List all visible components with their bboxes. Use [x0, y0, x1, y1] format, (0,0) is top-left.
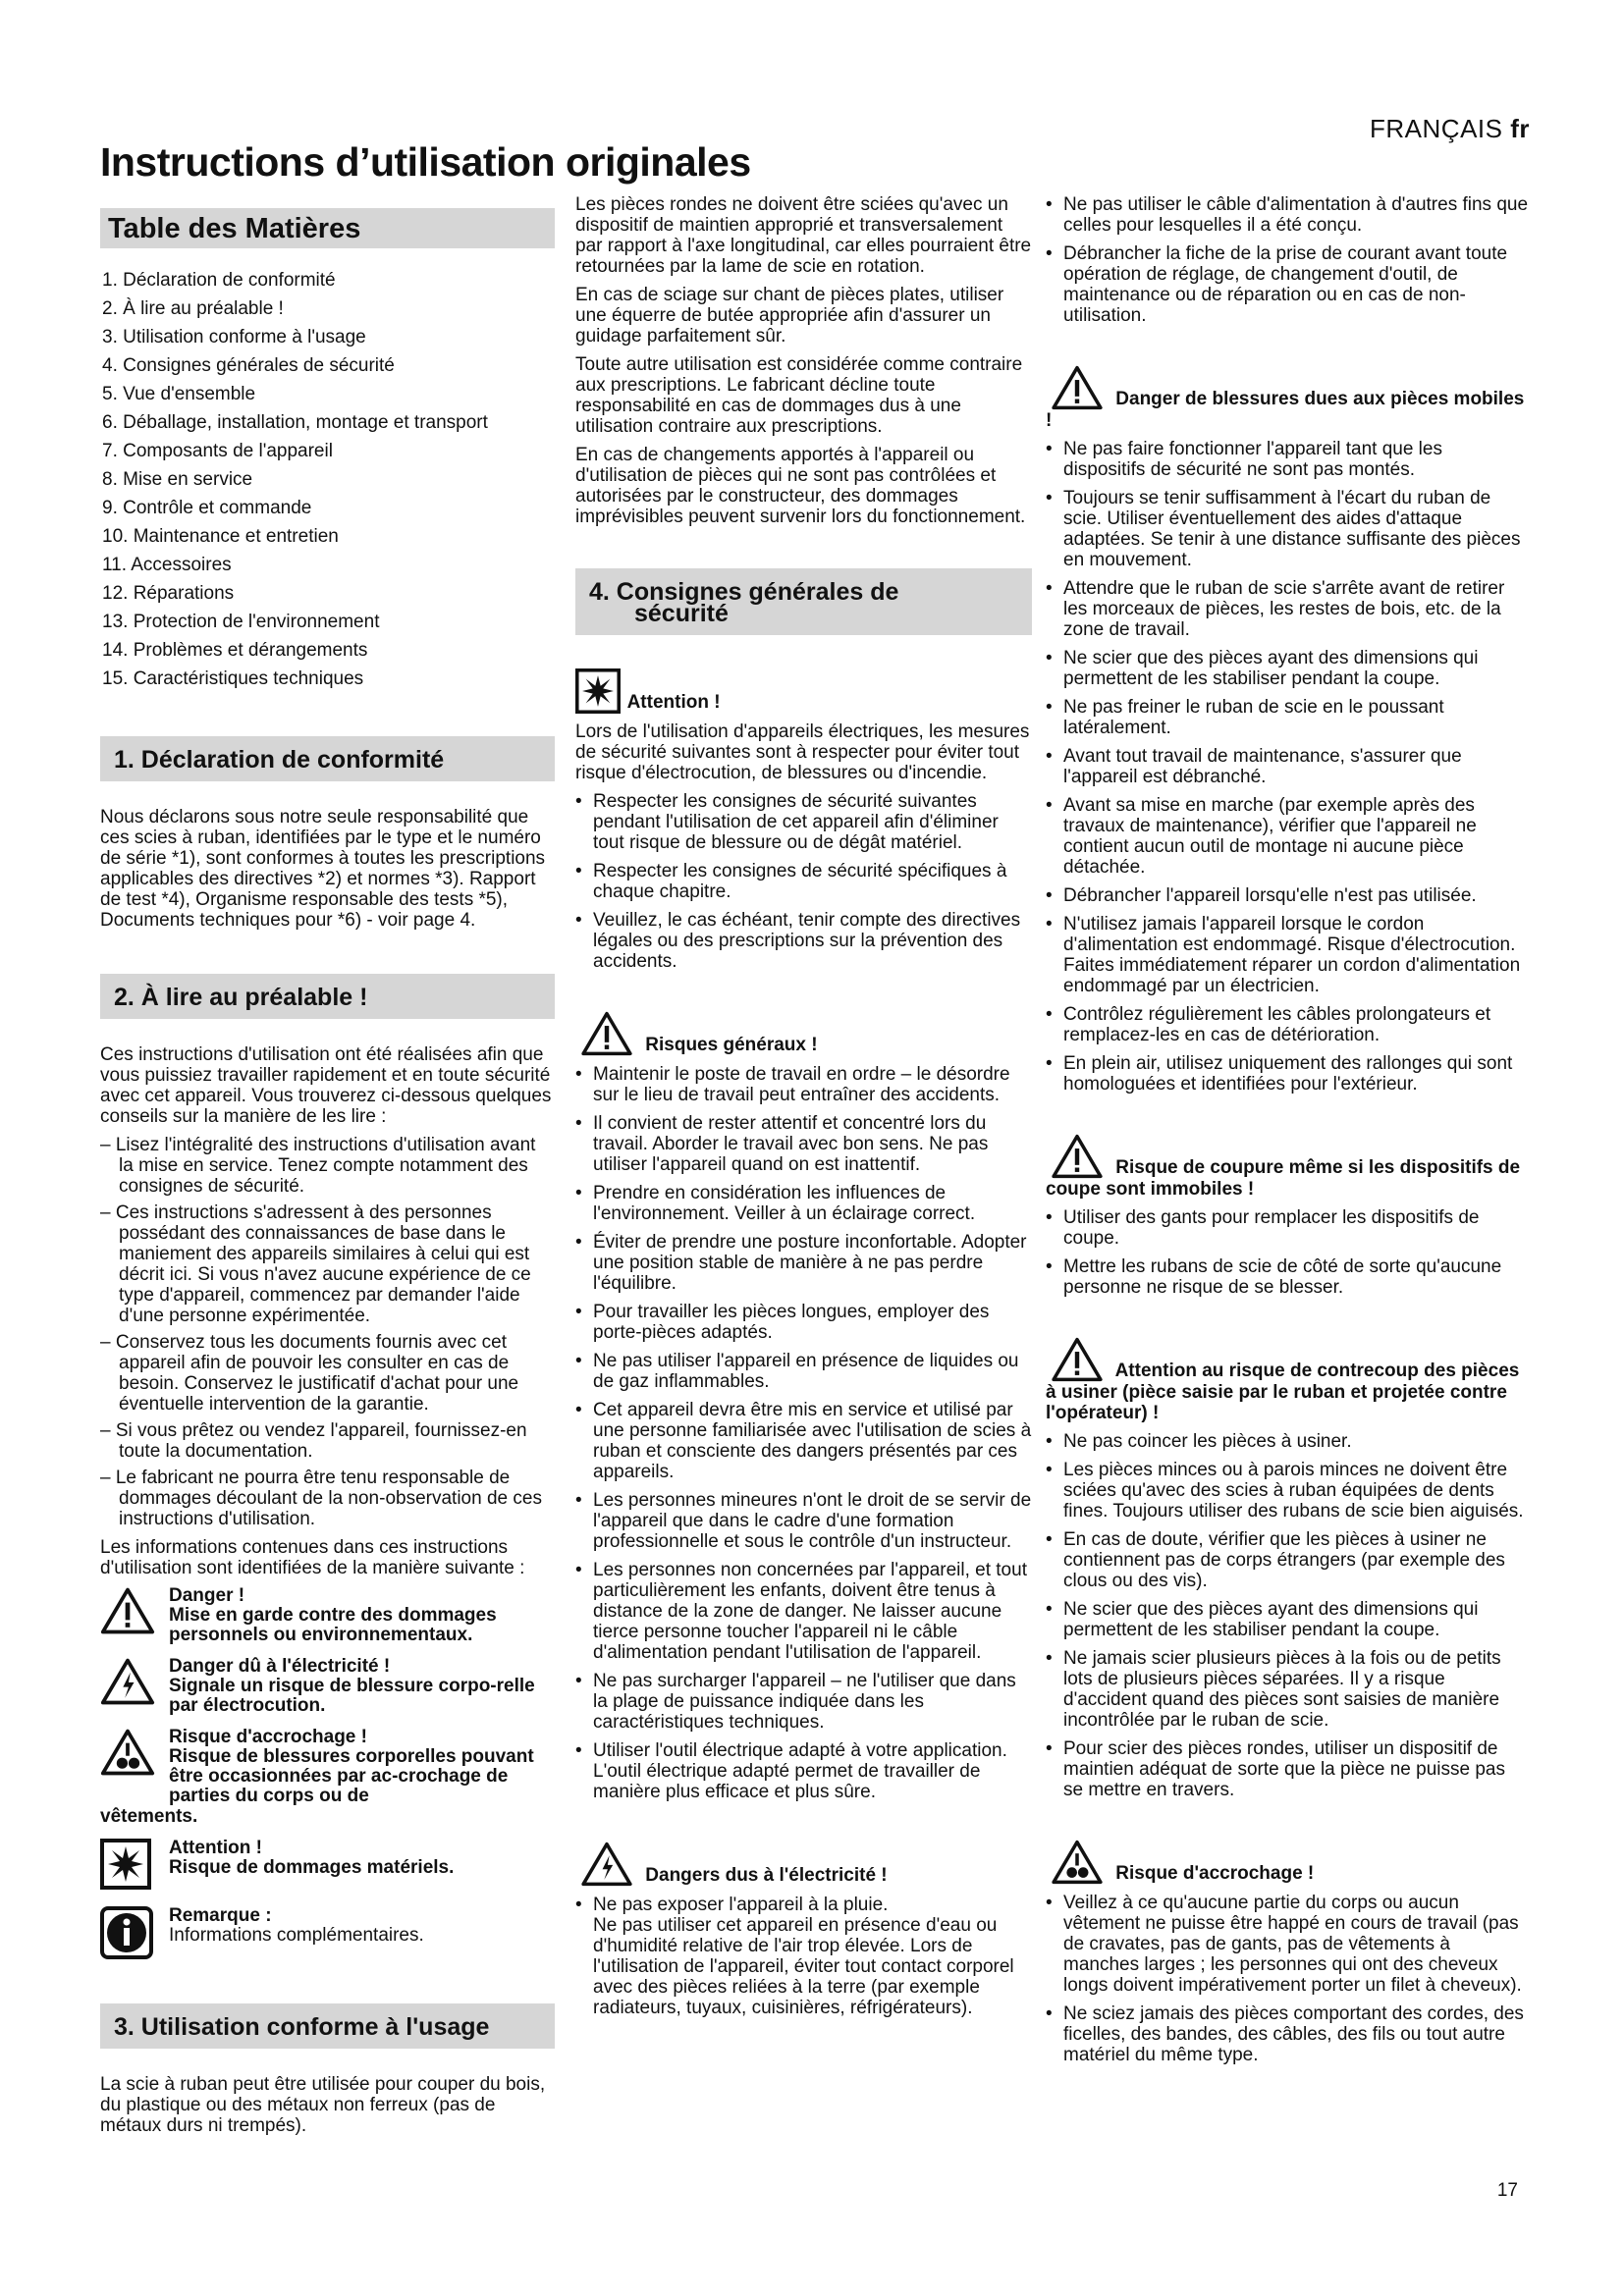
symbol-remark: [100, 1906, 555, 1964]
section-2-list: [100, 1135, 555, 1529]
section-4-intro-list: [575, 791, 1032, 972]
symbol-electricity-text: Signale un risque de blessure corpo-relle par électrocution.: [169, 1676, 535, 1716]
toc-item: 6. Déballage, installation, montage et transport: [102, 412, 488, 433]
electricity-dangers-list-continued: [1046, 194, 1529, 326]
warning-triangle-icon: [100, 1586, 169, 1640]
kickback-heading: [1046, 1337, 1529, 1423]
section-3-paragraph: La scie à ruban peut être utilisée pour couper du bois, du plastique ou des métaux non ferreux (pas de métaux durs ni trempés).: [100, 2074, 546, 2136]
list-item: • N'utilisez jamais l'appareil lorsque le cordon d'alimentation est endommagé. Risque d'électrocution. Faites immédiatement réparer un cordon d'alimentation endommagé par un électricien.: [1046, 914, 1529, 996]
cut-risk-heading: [1046, 1134, 1529, 1200]
list-item: • Les personnes mineures n'ont le droit de se servir de l'appareil que dans le cadre d'une formation professionnelle et sous le contrôle d'un instructeur.: [575, 1490, 1032, 1552]
toc-heading: Table des Matières: [100, 208, 555, 248]
toc-item: 12. Réparations: [102, 583, 235, 604]
list-item: • Ne scier que des pièces ayant des dimensions qui permettent de les stabiliser pendant la coupe.: [1046, 1599, 1529, 1640]
entanglement-warning-icon: [100, 1728, 169, 1782]
toc-item: 11. Accessoires: [102, 555, 232, 575]
list-item: • Débrancher l'appareil lorsqu'elle n'est pas utilisée.: [1046, 885, 1529, 906]
entanglement-list: [1046, 1893, 1529, 2065]
entanglement-title: Risque d'accrochage !: [1115, 1863, 1315, 1884]
list-item: • Ne pas utiliser l'appareil en présence de liquides ou de gaz inflammables.: [575, 1351, 1032, 1392]
list-item: • Les pièces minces ou à parois minces ne doivent être sciées qu'avec des scies à ruban équipées de dents fines. Toujours utiliser des rubans de scie bien aiguisés.: [1046, 1460, 1529, 1522]
list-item: • Ne pas faire fonctionner l'appareil tant que les dispositifs de sécurité ne sont pas montés.: [1046, 439, 1529, 480]
symbol-entanglement-title: Risque d'accrochage !: [169, 1727, 367, 1747]
list-item: – Ces instructions s'adressent à des personnes possédant des connaissances de base dans le maniement des appareils similaires à celui qui est décrit ici. Si vous n'avez aucune expérience de ce type d'appareil, commencez par demander l'aide d'une personne expérimentée.: [100, 1202, 531, 1326]
kickback-list: [1046, 1431, 1529, 1800]
list-item: – Lisez l'intégralité des instructions d'utilisation avant la mise en service. Tenez compte notamment des consignes de sécurité.: [100, 1135, 536, 1197]
list-item: • Utiliser l'outil électrique adapté à votre application. L'outil électrique adapté permet de travailler de manière plus efficace et plus sûre.: [575, 1740, 1032, 1802]
symbol-attention-text: Risque de dommages matériels.: [169, 1857, 455, 1878]
section-1-text: Nous déclarons sous notre seule responsabilité que ces scies à ruban, identifiées par le type et le numéro de série *1), sont conformes à toutes les prescriptions applicables des directives *2) et normes *3). Rapport de test *4), Organisme responsable des tests *5), Documents techniques pour *6) - voir page 4.: [100, 807, 546, 931]
symbols-intro: Les informations contenues dans ces instructions d'utilisation sont identifiées de la manière suivante :: [100, 1537, 525, 1578]
list-item: • Respecter les consignes de sécurité spécifiques à chaque chapitre.: [575, 861, 1032, 902]
symbol-danger-title: Danger !: [169, 1585, 245, 1606]
list-item: • Ne pas freiner le ruban de scie en le poussant latéralement.: [1046, 697, 1529, 738]
warning-triangle-icon: [1046, 365, 1109, 410]
toc-item: 5. Vue d'ensemble: [102, 384, 256, 404]
electricity-dangers-title: Dangers dus à l'électricité !: [645, 1865, 888, 1886]
general-risks-title: Risques généraux !: [645, 1035, 818, 1055]
symbol-danger-text: Mise en garde contre des dommages personnels ou environnementaux.: [169, 1605, 497, 1645]
page-number: 17: [1496, 2180, 1518, 2201]
section-3-paragraph: Toute autre utilisation est considérée comme contraire aux prescriptions. Le fabricant décline toute responsabilité en cas de dommages dus à une utilisation contraire aux prescriptions.: [575, 354, 1023, 437]
electricity-warning-icon: [575, 1842, 638, 1887]
symbol-electricity: [100, 1657, 555, 1716]
section-1-heading: 1. Déclaration de conformité: [100, 736, 555, 781]
list-item: – Conservez tous les documents fournis avec cet appareil afin de pouvoir les consulter en cas de besoin. Conservez le justificatif d'achat pour une éventuelle intervention de la garantie.: [100, 1332, 519, 1415]
list-item: • Les personnes non concernées par l'appareil, et tout particulièrement les enfants, doivent être tenus à distance de la zone de danger. Ne laisser aucune tierce personne toucher l'appareil ni le câble d'alimentation pendant l'utilisation de l'appareil.: [575, 1560, 1032, 1663]
column-right: [1046, 194, 1529, 2073]
list-item: • Veuillez, le cas échéant, tenir compte des directives légales ou des prescriptions sur la prévention des accidents.: [575, 910, 1032, 972]
symbol-entanglement-text: Risque de blessures corporelles pouvant être occasionnées par ac-crochage de parties du corps ou de: [169, 1746, 534, 1806]
toc-item: 2. À lire au préalable !: [102, 298, 284, 319]
section-4-heading-line: 4. Consignes générales de: [589, 578, 899, 606]
general-risks-heading: [575, 1011, 1032, 1056]
list-item: • Mettre les rubans de scie de côté de sorte qu'aucune personne ne risque de se blesser.: [1046, 1256, 1529, 1298]
list-item: • En plein air, utilisez uniquement des rallonges qui sont homologuées et identifiées pour l'extérieur.: [1046, 1053, 1529, 1095]
symbol-electricity-title: Danger dû à l'électricité !: [169, 1656, 391, 1677]
page-title: Instructions d’utilisation originales: [100, 139, 751, 185]
electricity-dangers-text: Ne pas utiliser cet appareil en présence d'eau ou d'humidité relative de l'air trop élevée. Lors de l'utilisation de l'appareil, éviter tout contact corporel avec des pièces reliées à la terre (par exemple radiateurs, tuyaux, cuisinières, réfrigérateurs).: [593, 1915, 1014, 2018]
list-item: • Éviter de prendre une posture inconfortable. Adopter une position stable de manière à ne pas perdre l'équilibre.: [575, 1232, 1032, 1294]
section-3-heading: 3. Utilisation conforme à l'usage: [100, 2003, 555, 2049]
damage-attention-icon: [100, 1839, 169, 1895]
list-item: • Ne scier que des pièces ayant des dimensions qui permettent de les stabiliser pendant la coupe.: [1046, 648, 1529, 689]
symbol-danger: [100, 1586, 555, 1645]
damage-attention-icon: [575, 668, 621, 714]
list-item: • Prendre en considération les influences de l'environnement. Veiller à un éclairage correct.: [575, 1183, 1032, 1224]
list-item: • Ne sciez jamais des pièces comportant des cordes, des ficelles, des bandes, des câbles, des fils ou tout autre matériel du même type.: [1046, 2003, 1529, 2065]
section-4-heading: [575, 568, 1032, 635]
section-4-heading-line: sécurité: [634, 600, 729, 627]
toc-item: 1. Déclaration de conformité: [102, 270, 336, 291]
warning-triangle-icon: [1046, 1134, 1109, 1179]
section-2-heading: 2. À lire au préalable !: [100, 974, 555, 1019]
symbol-remark-title: Remarque :: [169, 1905, 272, 1926]
moving-parts-title: Danger de blessures dues aux pièces mobiles !: [1046, 389, 1525, 431]
symbol-attention: [100, 1839, 555, 1895]
entanglement-warning-icon: [1046, 1840, 1109, 1885]
toc-item: 10. Maintenance et entretien: [102, 526, 339, 547]
section-3-paragraph: En cas de sciage sur chant de pièces plates, utiliser une équerre de butée appropriée afin d'assurer un guidage parfaitement sûr.: [575, 285, 1004, 347]
toc-item: 14. Problèmes et dérangements: [102, 640, 368, 661]
info-icon: [100, 1906, 169, 1964]
toc-item: 13. Protection de l'environnement: [102, 612, 380, 632]
list-item: • Ne pas utiliser le câble d'alimentation à d'autres fins que celles pour lesquelles il a été conçu.: [1046, 194, 1529, 236]
symbol-remark-text: Informations complémentaires.: [169, 1925, 424, 1946]
cut-risk-list: [1046, 1207, 1529, 1298]
symbol-entanglement-tail: vêtements.: [100, 1806, 198, 1827]
attention-heading: [575, 668, 1032, 714]
warning-triangle-icon: [575, 1011, 638, 1056]
list-item: – Le fabricant ne pourra être tenu responsable de dommages découlant de la non-observation de ces instructions d'utilisation.: [100, 1468, 542, 1529]
toc-item: 15. Caractéristiques techniques: [102, 668, 364, 689]
column-middle: [575, 194, 1032, 2026]
list-item: • Avant sa mise en marche (par exemple après des travaux de maintenance), vérifier que l'appareil ne contient aucun outil de montage ni aucune pièce détachée.: [1046, 795, 1529, 878]
electricity-dangers-list: [575, 1895, 1032, 1915]
list-item: • Contrôlez régulièrement les câbles prolongateurs et remplacez-les en cas de détérioration.: [1046, 1004, 1529, 1045]
symbol-attention-title: Attention !: [169, 1838, 262, 1858]
list-item: • Ne pas coincer les pièces à usiner.: [1046, 1431, 1529, 1452]
warning-triangle-icon: [1046, 1337, 1109, 1382]
attention-title: Attention !: [626, 692, 721, 713]
list-item: • Veillez à ce qu'aucune partie du corps ou aucun vêtement ne puisse être happé en cours de travail (pas de cravates, pas de gants, pas de vêtements à manches larges ; les personnes qui ont des cheveux longs doivent impérativement porter un filet à cheveux).: [1046, 1893, 1529, 1996]
electricity-dangers-heading: [575, 1842, 1032, 1887]
list-item: • Respecter les consignes de sécurité suivantes pendant l'utilisation de cet appareil afin d'éliminer tout risque de blessure ou de dégât matériel.: [575, 791, 1032, 853]
section-3-paragraph: En cas de changements apportés à l'appareil ou d'utilisation de pièces qui ne sont pas contrôlées et autorisées par le constructeur, des dommages imprévisibles peuvent survenir lors du fonctionnement.: [575, 445, 1026, 527]
list-item: • Il convient de rester attentif et concentré lors du travail. Aborder le travail avec bon sens. Ne pas utiliser l'appareil quand on est inattentif.: [575, 1113, 1032, 1175]
list-item: • Toujours se tenir suffisamment à l'écart du ruban de scie. Utiliser éventuellement des aides d'attaque adaptées. Se tenir à une distance suffisante des pièces en mouvement.: [1046, 488, 1529, 570]
toc-item: 3. Utilisation conforme à l'usage: [102, 327, 366, 347]
column-left: [100, 194, 555, 2144]
list-item: • Pour travailler les pièces longues, employer des porte-pièces adaptés.: [575, 1302, 1032, 1343]
list-item: • Ne jamais scier plusieurs pièces à la fois ou de petits lots de plusieurs pièces séparées. Il y a risque d'accident quand des pièces sont saisies de manière incontrôlée par le ruban de scie.: [1046, 1648, 1529, 1731]
list-item: • Cet appareil devra être mis en service et utilisé par une personne familiarisée avec l'utilisation de scies à ruban et consciente des dangers présentés par ces appareils.: [575, 1400, 1032, 1482]
toc-item: 8. Mise en service: [102, 469, 253, 490]
language-label: FRANÇAIS fr: [1370, 114, 1530, 143]
toc-item: 7. Composants de l'appareil: [102, 441, 333, 461]
moving-parts-heading: [1046, 365, 1529, 431]
list-item: • Débrancher la fiche de la prise de courant avant toute opération de réglage, de changement d'outil, de maintenance ou de réparation ou en cas de non-utilisation.: [1046, 243, 1529, 326]
list-item: • Ne pas exposer l'appareil à la pluie.: [575, 1895, 1032, 1915]
toc-list: [100, 266, 555, 693]
list-item: • Avant tout travail de maintenance, s'assurer que l'appareil est débranché.: [1046, 746, 1529, 787]
symbol-entanglement: [100, 1728, 555, 1806]
list-item: • Pour scier des pièces rondes, utiliser un dispositif de maintien adéquat de sorte que la pièce ne puisse pas se mettre en travers.: [1046, 1738, 1529, 1800]
cut-risk-title: Risque de coupure même si les dispositifs de coupe sont immobiles !: [1046, 1157, 1521, 1200]
entanglement-heading: [1046, 1840, 1529, 1885]
list-item: • Ne pas surcharger l'appareil – ne l'utiliser que dans la plage de puissance indiquée dans les caractéristiques techniques.: [575, 1671, 1032, 1733]
general-risks-list: [575, 1064, 1032, 1802]
section-4-intro: Lors de l'utilisation d'appareils électriques, les mesures de sécurité suivantes sont à respecter pour éviter tout risque d'électrocution, de blessures ou d'incendie.: [575, 721, 1030, 783]
electricity-warning-icon: [100, 1657, 169, 1711]
list-item: • Maintenir le poste de travail en ordre – le désordre sur le lieu de travail peut entraîner des accidents.: [575, 1064, 1032, 1105]
toc-item: 4. Consignes générales de sécurité: [102, 355, 395, 376]
list-item: • Attendre que le ruban de scie s'arrête avant de retirer les morceaux de pièces, les restes de bois, etc. de la zone de travail.: [1046, 578, 1529, 640]
list-item: – Si vous prêtez ou vendez l'appareil, fournissez-en toute la documentation.: [100, 1420, 527, 1462]
section-2-intro: Ces instructions d'utilisation ont été réalisées afin que vous puissiez travailler rapidement et en toute sécurité avec cet appareil. Vous trouverez ci-dessous quelques conseils sur la manière de les lire :: [100, 1044, 552, 1127]
moving-parts-list: [1046, 439, 1529, 1095]
list-item: • En cas de doute, vérifier que les pièces à usiner ne contiennent pas de corps étrangers (par exemple des clous ou des vis).: [1046, 1529, 1529, 1591]
list-item: • Utiliser des gants pour remplacer les dispositifs de coupe.: [1046, 1207, 1529, 1249]
kickback-title: Attention au risque de contrecoup des pièces à usiner (pièce saisie par le ruban et projetée contre l'opérateur) !: [1046, 1361, 1520, 1423]
section-3-paragraph: Les pièces rondes ne doivent être sciées qu'avec un dispositif de maintien approprié et transversalement par rapport à l'axe longitudinal, car elles pourraient être retournées par la lame de scie en rotation.: [575, 194, 1032, 277]
toc-item: 9. Contrôle et commande: [102, 498, 312, 518]
